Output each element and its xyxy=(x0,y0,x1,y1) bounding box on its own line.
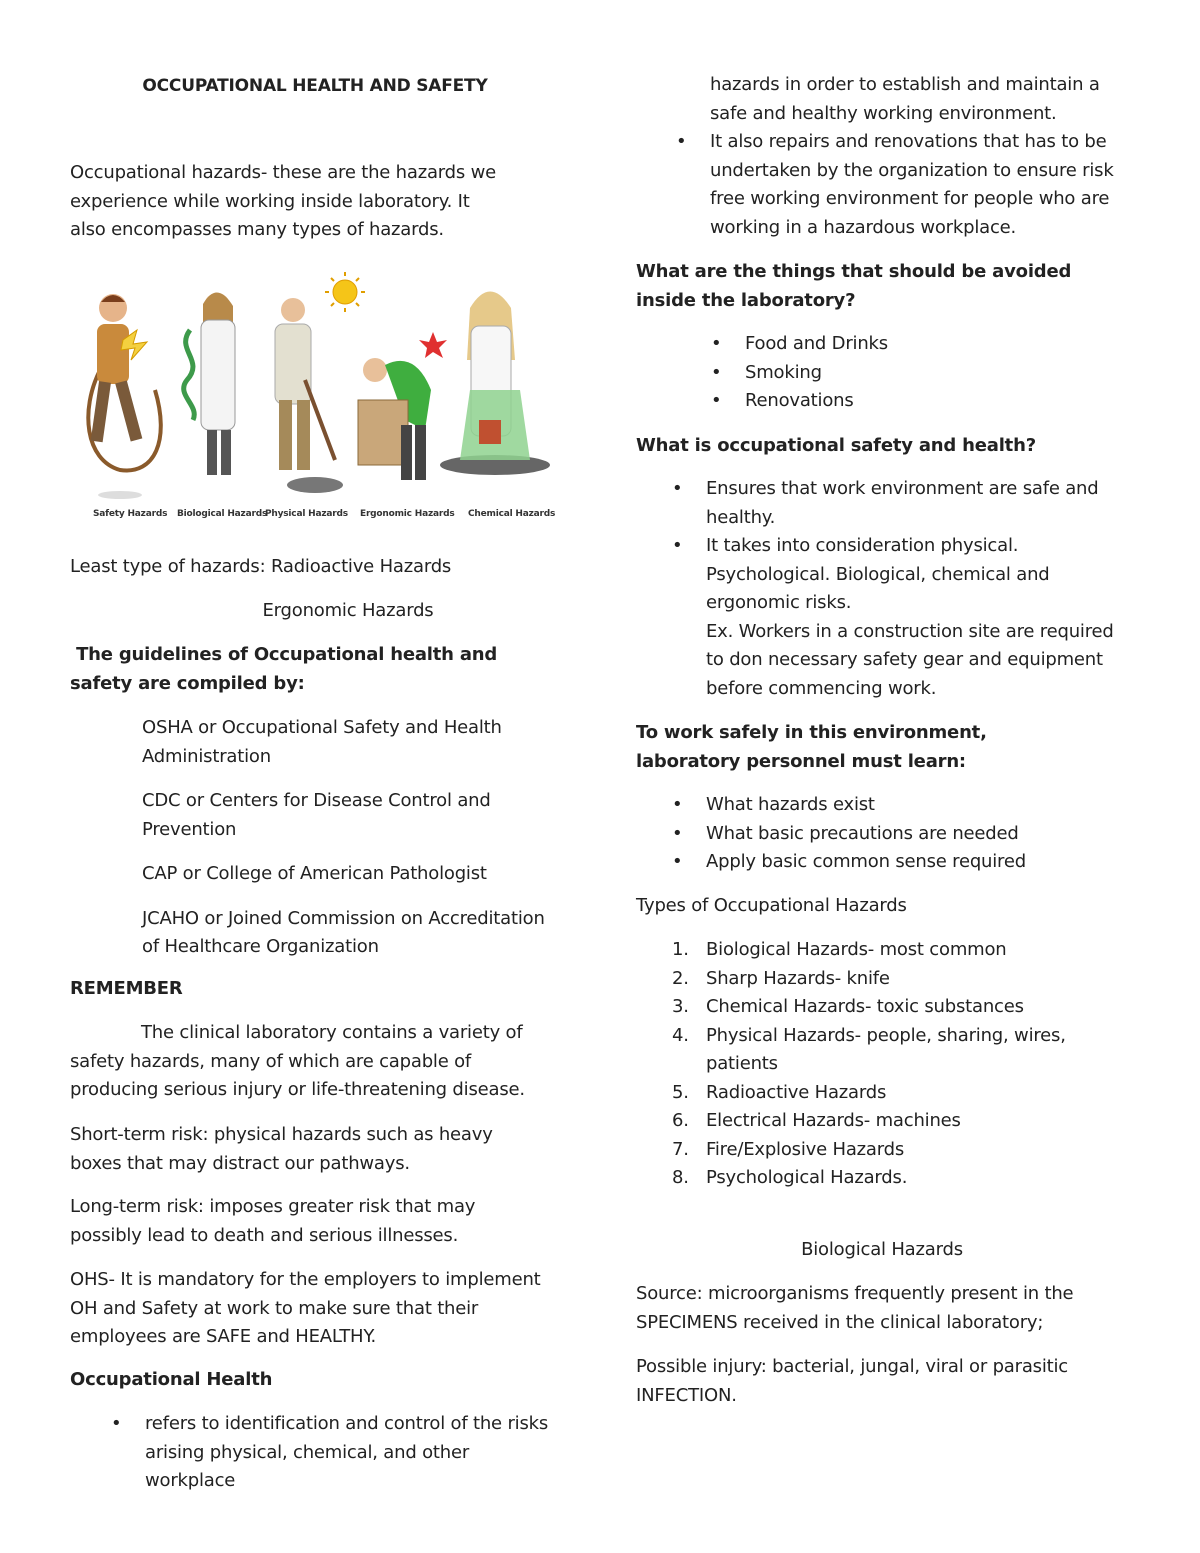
list-item: • It also repairs and renovations that has to be undertaken by the organization to ensure risk free working environment for people who are working in a hazardous workplace. xyxy=(710,128,1130,242)
occupational-health-continued: hazards in order to establish and maintain a safe and healthy working environment. xyxy=(710,74,1100,124)
list-item: • Smoking xyxy=(745,359,1125,388)
guideline-item: CDC or Centers for Disease Control and Prevention xyxy=(142,790,491,840)
document-title: OCCUPATIONAL HEALTH AND SAFETY xyxy=(142,76,488,96)
list-item: • What basic precautions are needed xyxy=(706,820,1126,849)
guideline-item: JCAHO or Joined Commission on Accreditation of Healthcare Organization xyxy=(142,907,545,957)
learn-heading: To work safely in this environment, laboratory personnel must learn: xyxy=(636,722,987,772)
list-item: 7. Fire/Explosive Hazards xyxy=(672,1138,905,1160)
guidelines-heading: The guidelines of Occupational health and safety are compiled by: xyxy=(70,644,504,694)
list-item: 1. Biological Hazards- most common xyxy=(672,939,1007,960)
occupational-health-list-continued xyxy=(710,128,1130,242)
list-item: • Renovations xyxy=(745,387,1125,416)
guideline-item: OSHA or Occupational Safety and Health Administration xyxy=(142,717,502,767)
remember-paragraph: The clinical laboratory contains a variety of safety hazards, many of which are capable of producing serious injury or life-threatening disease. xyxy=(70,1022,525,1100)
types-list xyxy=(672,936,1081,1193)
physical-hazard-figure xyxy=(275,272,365,493)
list-item: • What hazards exist xyxy=(706,791,1126,820)
osh-list xyxy=(706,475,1121,703)
remember-heading: REMEMBER xyxy=(70,978,183,999)
figure-caption: Physical Hazards xyxy=(265,509,348,519)
biological-hazards-heading: Biological Hazards xyxy=(801,1239,963,1260)
short-term-paragraph: Short-term risk: physical hazards such as heavy boxes that may distract our pathways. xyxy=(70,1124,493,1174)
biological-source-paragraph: Source: microorganisms frequently present in the SPECIMENS received in the clinical laboratory; xyxy=(636,1283,1074,1333)
figure-caption: Safety Hazards xyxy=(93,509,168,519)
hazards-illustration-svg xyxy=(75,270,560,532)
biological-injury-paragraph: Possible injury: bacterial, jungal, viral or parasitic INFECTION. xyxy=(636,1356,1068,1406)
list-item-text: It takes into consideration physical. Psychological. Biological, chemical and ergonomic risks. xyxy=(706,535,1050,613)
occupational-health-list xyxy=(145,1410,560,1496)
list-item: • Ensures that work environment are safe and healthy. xyxy=(706,475,1121,532)
list-item-example: Ex. Workers in a construction site are required to don necessary safety gear and equipment before commencing work. xyxy=(706,620,1114,699)
list-item xyxy=(706,532,1121,703)
osh-heading: What is occupational safety and health? xyxy=(636,435,1036,456)
guideline-item: CAP or College of American Pathologist xyxy=(142,863,487,884)
guidelines-list xyxy=(70,714,552,962)
hazards-illustration xyxy=(75,270,560,532)
intro-paragraph: Occupational hazards- these are the hazards we experience while working inside laboratory. It also encompasses many types of hazards. xyxy=(70,162,497,240)
safety-hazard-figure xyxy=(88,294,160,499)
types-heading: Types of Occupational Hazards xyxy=(636,895,907,916)
list-item: 4. Physical Hazards- people, sharing, wires, patients xyxy=(672,1024,1066,1074)
ohs-paragraph: OHS- It is mandatory for the employers to implement OH and Safety at work to make sure that their employees are SAFE and HEALTHY. xyxy=(70,1269,541,1347)
learn-list xyxy=(706,791,1126,877)
figure-caption: Ergonomic Hazards xyxy=(360,509,455,519)
ergonomic-label: Ergonomic Hazards xyxy=(262,600,434,621)
list-item: • refers to identification and control of the risks arising physical, chemical, and other workplace xyxy=(145,1410,560,1496)
chemical-hazard-figure xyxy=(440,292,550,476)
avoid-heading: What are the things that should be avoided inside the laboratory? xyxy=(636,261,1072,311)
least-type-line: Least type of hazards: Radioactive Hazards xyxy=(70,556,452,577)
biological-hazard-figure xyxy=(184,292,235,475)
list-item: 6. Electrical Hazards- machines xyxy=(672,1110,961,1131)
figure-caption: Biological Hazards xyxy=(177,509,268,519)
list-item: 8. Psychological Hazards. xyxy=(672,1167,908,1188)
list-item: 3. Chemical Hazards- toxic substances xyxy=(672,996,1024,1017)
list-item: • Food and Drinks xyxy=(745,330,1125,359)
long-term-paragraph: Long-term risk: imposes greater risk that may possibly lead to death and serious illnesses. xyxy=(70,1196,476,1246)
list-item: 5. Radioactive Hazards xyxy=(672,1081,887,1103)
list-item: 2. Sharp Hazards- knife xyxy=(672,967,890,989)
avoid-list xyxy=(745,330,1125,416)
list-item: • Apply basic common sense required xyxy=(706,848,1126,877)
ergonomic-hazard-figure xyxy=(358,332,447,480)
figure-caption: Chemical Hazards xyxy=(468,509,556,519)
occupational-health-heading: Occupational Health xyxy=(70,1369,273,1390)
